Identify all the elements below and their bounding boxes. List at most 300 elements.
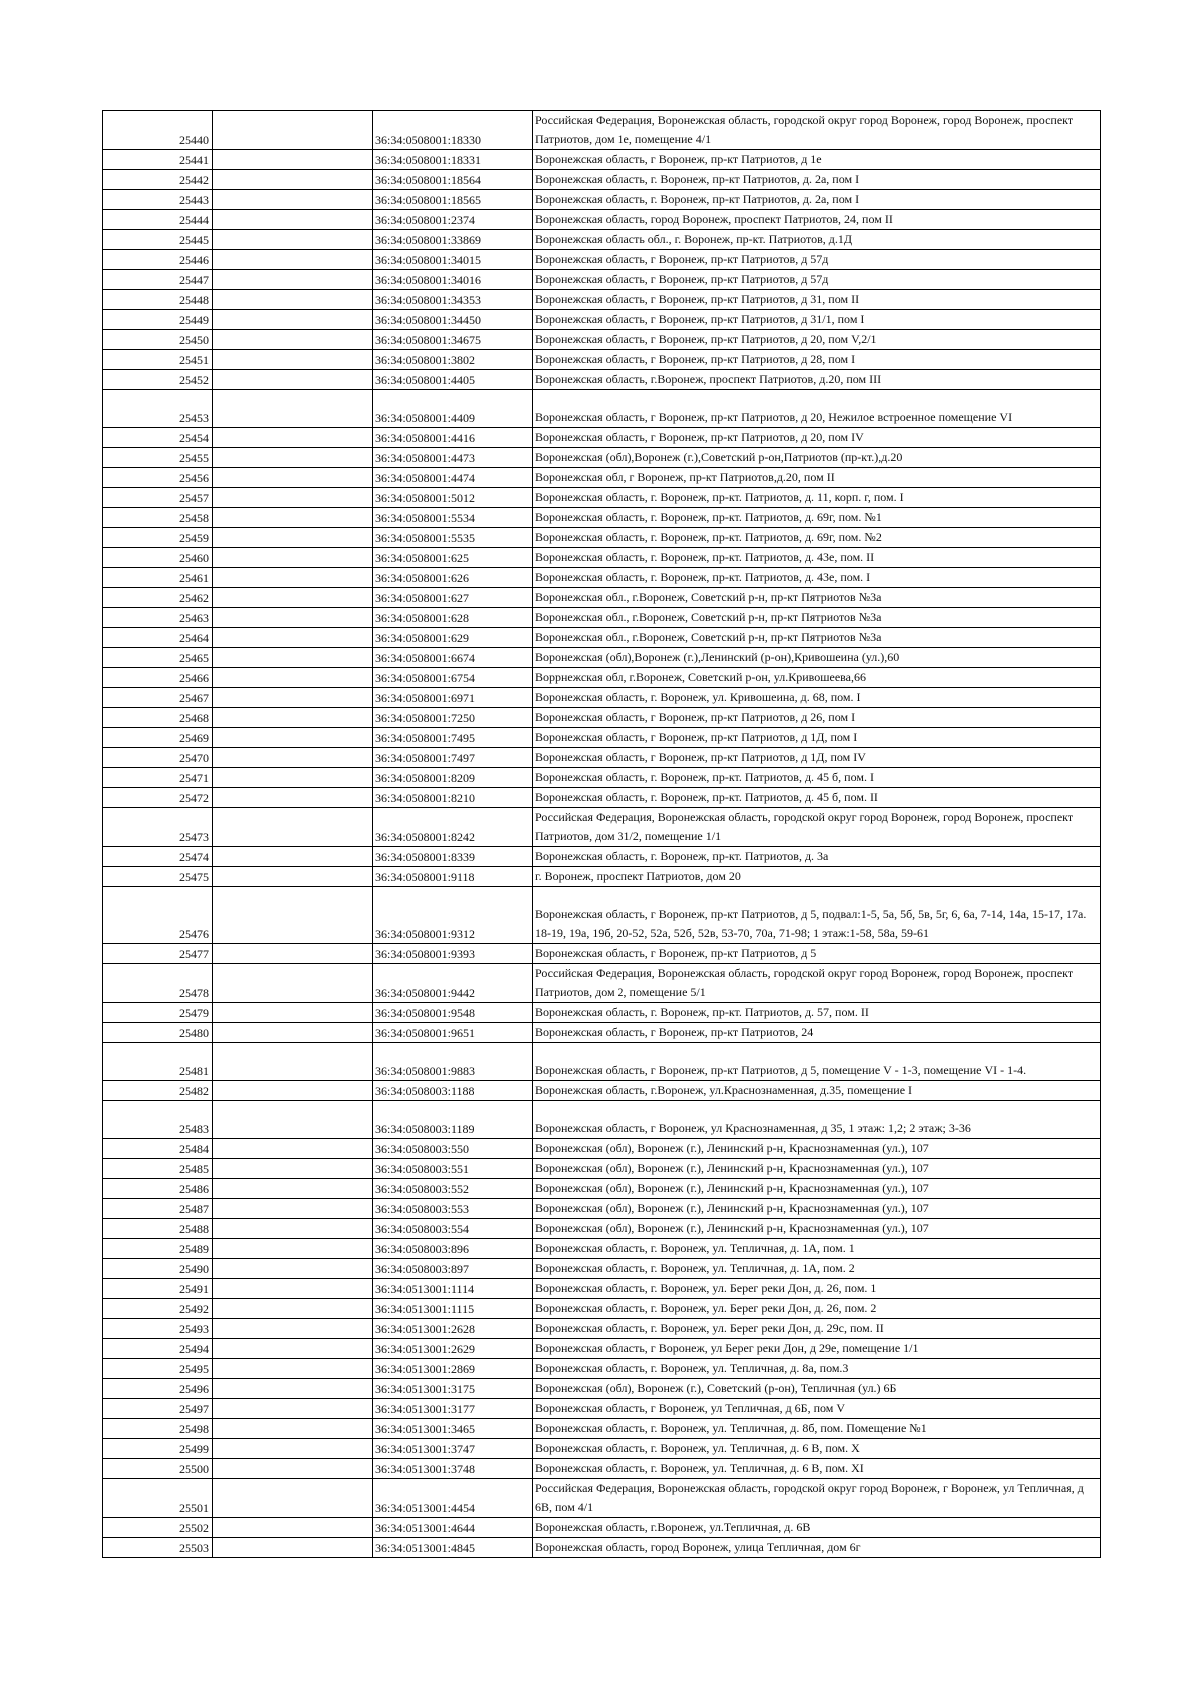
empty-cell [213,1379,373,1399]
address: Воронежская область, г Воронеж, пр-кт Патриотов, д 20, пом V,2/1 [533,330,1101,350]
table-row [103,728,1101,748]
table-row [103,111,1101,150]
cadastral-number: 36:34:0508001:7250 [373,708,533,728]
table-row [103,708,1101,728]
row-number: 25502 [103,1518,213,1538]
empty-cell [213,748,373,768]
empty-cell [213,1239,373,1259]
cadastral-number: 36:34:0508003:551 [373,1159,533,1179]
row-number: 25495 [103,1359,213,1379]
table-row [103,808,1101,847]
address: Воронежская область, г. Воронеж, пр-кт. Патриотов, д. 11, корп. г, пом. I [533,488,1101,508]
row-number: 25483 [103,1101,213,1139]
address: Воронежская область, г. Воронеж, пр-кт. Патриотов, д. 45 б, пом. II [533,788,1101,808]
address: Воронежская область, г Воронеж, пр-кт Патриотов, д 5, помещение V - 1-3, помещение VI - 1-4. [533,1043,1101,1081]
row-number: 25489 [103,1239,213,1259]
table-row [103,1459,1101,1479]
address: г. Воронеж, проспект Патриотов, дом 20 [533,867,1101,887]
empty-cell [213,768,373,788]
row-number: 25471 [103,768,213,788]
address: Воронежская область, г. Воронеж, пр-кт. Патриотов, д. 3а [533,847,1101,867]
address: Воронежская область, г. Воронеж, ул. Тепличная, д. 6 В, пом. X [533,1439,1101,1459]
cadastral-number: 36:34:0508001:628 [373,608,533,628]
empty-cell [213,1299,373,1319]
empty-cell [213,1359,373,1379]
table-row [103,847,1101,867]
address: Воронежская область, г.Воронеж, ул.Тепличная, д. 6В [533,1518,1101,1538]
table-row [103,648,1101,668]
cadastral-number: 36:34:0508001:4409 [373,390,533,428]
empty-cell [213,887,373,944]
row-number: 25443 [103,190,213,210]
cadastral-number: 36:34:0508003:897 [373,1259,533,1279]
empty-cell [213,1179,373,1199]
table-row [103,1439,1101,1459]
row-number: 25441 [103,150,213,170]
empty-cell [213,1043,373,1081]
row-number: 25465 [103,648,213,668]
table-row [103,528,1101,548]
cadastral-number: 36:34:0508003:550 [373,1139,533,1159]
address: Воронежская область, г. Воронеж, ул. Берег реки Дон, д. 26, пом. 1 [533,1279,1101,1299]
table-row [103,1159,1101,1179]
row-number: 25478 [103,964,213,1003]
row-number: 25501 [103,1479,213,1518]
empty-cell [213,944,373,964]
row-number: 25480 [103,1023,213,1043]
row-number: 25500 [103,1459,213,1479]
table-row [103,1319,1101,1339]
address: Воронежская область, город Воронеж, проспект Патриотов, 24, пом II [533,210,1101,230]
row-number: 25482 [103,1081,213,1101]
row-number: 25444 [103,210,213,230]
empty-cell [213,1159,373,1179]
row-number: 25457 [103,488,213,508]
cadastral-number: 36:34:0513001:2629 [373,1339,533,1359]
address: Воронежская область, г. Воронеж, ул. Тепличная, д. 8а, пом.3 [533,1359,1101,1379]
cadastral-number: 36:34:0508001:4474 [373,468,533,488]
table-row [103,1003,1101,1023]
empty-cell [213,1279,373,1299]
empty-cell [213,1003,373,1023]
address: Воронежская область, г Воронеж, пр-кт Патриотов, д 28, пом I [533,350,1101,370]
table-row [103,1239,1101,1259]
cadastral-number: 36:34:0513001:3748 [373,1459,533,1479]
row-number: 25503 [103,1538,213,1558]
address: Воронежская (обл), Воронеж (г.), Ленинский р-н, Краснознаменная (ул.), 107 [533,1179,1101,1199]
empty-cell [213,350,373,370]
address: Воронежская область, г. Воронеж, пр-кт Патриотов, д. 2а, пом I [533,190,1101,210]
cadastral-number: 36:34:0508001:18331 [373,150,533,170]
table-row [103,468,1101,488]
cadastral-number: 36:34:0508001:5535 [373,528,533,548]
row-number: 25462 [103,588,213,608]
table-row [103,290,1101,310]
address: Воронежская область, г. Воронеж, ул. Кривошеина, д. 68, пом. I [533,688,1101,708]
row-number: 25464 [103,628,213,648]
table-row [103,1299,1101,1319]
empty-cell [213,370,373,390]
address: Воронежская область, г. Воронеж, ул. Берег реки Дон, д. 29с, пом. II [533,1319,1101,1339]
empty-cell [213,330,373,350]
cadastral-number: 36:34:0508001:4473 [373,448,533,468]
cadastral-number: 36:34:0508003:896 [373,1239,533,1259]
row-number: 25496 [103,1379,213,1399]
empty-cell [213,1538,373,1558]
address: Воронежская обл., г.Воронеж, Советский р-н, пр-кт Пятриотов №3а [533,628,1101,648]
empty-cell [213,1518,373,1538]
cadastral-number: 36:34:0513001:3465 [373,1419,533,1439]
address: Воронежская область, г Воронеж, пр-кт Патриотов, д 20, пом IV [533,428,1101,448]
address: Воронежская область, г Воронеж, пр-кт Патриотов, д 31/1, пом I [533,310,1101,330]
address: Воронежская область, г Воронеж, пр-кт Патриотов, д 1Д, пом I [533,728,1101,748]
empty-cell [213,1199,373,1219]
empty-cell [213,230,373,250]
address: Воронежская область обл., г. Воронеж, пр-кт. Патриотов, д.1Д [533,230,1101,250]
table-row [103,768,1101,788]
row-number: 25455 [103,448,213,468]
cadastral-number: 36:34:0508003:554 [373,1219,533,1239]
cadastral-number: 36:34:0508001:3802 [373,350,533,370]
empty-cell [213,468,373,488]
table-row [103,310,1101,330]
table-row [103,788,1101,808]
empty-cell [213,488,373,508]
cadastral-number: 36:34:0513001:2869 [373,1359,533,1379]
table-row [103,1081,1101,1101]
address: Воррнежская обл, г.Воронеж, Советский р-он, ул.Кривошеева,66 [533,668,1101,688]
empty-cell [213,111,373,150]
empty-cell [213,290,373,310]
row-number: 25454 [103,428,213,448]
empty-cell [213,250,373,270]
empty-cell [213,310,373,330]
table-row [103,1199,1101,1219]
row-number: 25450 [103,330,213,350]
table-row [103,210,1101,230]
row-number: 25491 [103,1279,213,1299]
cadastral-number: 36:34:0508001:7497 [373,748,533,768]
empty-cell [213,1023,373,1043]
row-number: 25466 [103,668,213,688]
table-row [103,250,1101,270]
empty-cell [213,668,373,688]
cadastral-number: 36:34:0508001:4416 [373,428,533,448]
empty-cell [213,1139,373,1159]
table-row [103,1359,1101,1379]
empty-cell [213,588,373,608]
table-row [103,748,1101,768]
address: Воронежская область, г.Воронеж, ул.Краснознаменная, д.35, помещение I [533,1081,1101,1101]
empty-cell [213,1459,373,1479]
table-row [103,488,1101,508]
row-number: 25467 [103,688,213,708]
empty-cell [213,847,373,867]
row-number: 25440 [103,111,213,150]
table-row [103,1339,1101,1359]
table-row [103,688,1101,708]
empty-cell [213,628,373,648]
row-number: 25497 [103,1399,213,1419]
empty-cell [213,528,373,548]
empty-cell [213,1101,373,1139]
row-number: 25451 [103,350,213,370]
empty-cell [213,608,373,628]
empty-cell [213,1399,373,1419]
empty-cell [213,448,373,468]
address: Воронежская область, г. Воронеж, ул. Тепличная, д. 1А, пом. 2 [533,1259,1101,1279]
address: Российская Федерация, Воронежская область, городской округ город Воронеж, г Воронеж, ул Тепличная, д 6В, пом 4/1 [533,1479,1101,1518]
row-number: 25448 [103,290,213,310]
cadastral-number: 36:34:0508003:1188 [373,1081,533,1101]
row-number: 25459 [103,528,213,548]
row-number: 25458 [103,508,213,528]
empty-cell [213,390,373,428]
address: Воронежская область, г Воронеж, ул Берег реки Дон, д 29е, помещение 1/1 [533,1339,1101,1359]
address: Воронежская область, г. Воронеж, пр-кт. Патриотов, д. 69г, пом. №1 [533,508,1101,528]
table-row [103,350,1101,370]
address: Воронежская область, г Воронеж, пр-кт Патриотов, д 20, Нежилое встроенное помещение VI [533,390,1101,428]
row-number: 25442 [103,170,213,190]
table-row [103,1139,1101,1159]
cadastral-number: 36:34:0513001:4644 [373,1518,533,1538]
cadastral-number: 36:34:0508001:9312 [373,887,533,944]
row-number: 25463 [103,608,213,628]
table-row [103,1399,1101,1419]
table-row [103,1023,1101,1043]
cadastral-number: 36:34:0508001:18330 [373,111,533,150]
empty-cell [213,1339,373,1359]
table-row [103,628,1101,648]
address: Воронежская область, город Воронеж, улица Тепличная, дом 6г [533,1538,1101,1558]
row-number: 25490 [103,1259,213,1279]
cadastral-number: 36:34:0508001:7495 [373,728,533,748]
table-row [103,270,1101,290]
table-row [103,1043,1101,1081]
empty-cell [213,728,373,748]
table-row [103,1379,1101,1399]
address: Воронежская область, г Воронеж, пр-кт Патриотов, д 5, подвал:1-5, 5а, 5б, 5в, 5г, 6, 6а, 7-14, 14а, 15-17, 17а. 18-19, 19а, 19б, 20-52, 52а, 52б, 52в, 53-70, 70а, 71-98; 1 этаж:1-58, 58а, 59-61 [533,887,1101,944]
address: Воронежская (обл), Воронеж (г.), Ленинский р-н, Краснознаменная (ул.), 107 [533,1199,1101,1219]
empty-cell [213,190,373,210]
table-row [103,1219,1101,1239]
table-row [103,568,1101,588]
empty-cell [213,428,373,448]
row-number: 25481 [103,1043,213,1081]
cadastral-number: 36:34:0508001:6674 [373,648,533,668]
cadastral-number: 36:34:0508003:1189 [373,1101,533,1139]
registry-table [102,110,1101,1558]
cadastral-number: 36:34:0513001:3175 [373,1379,533,1399]
cadastral-number: 36:34:0508001:6754 [373,668,533,688]
empty-cell [213,210,373,230]
cadastral-number: 36:34:0508003:552 [373,1179,533,1199]
cadastral-number: 36:34:0508001:626 [373,568,533,588]
cadastral-number: 36:34:0508001:629 [373,628,533,648]
empty-cell [213,548,373,568]
table-row [103,448,1101,468]
empty-cell [213,688,373,708]
row-number: 25447 [103,270,213,290]
cadastral-number: 36:34:0508001:8210 [373,788,533,808]
cadastral-number: 36:34:0508001:8339 [373,847,533,867]
table-row [103,608,1101,628]
row-number: 25485 [103,1159,213,1179]
cadastral-number: 36:34:0508001:34016 [373,270,533,290]
cadastral-number: 36:34:0508001:4405 [373,370,533,390]
table-row [103,1538,1101,1558]
table-row [103,230,1101,250]
table-row [103,1101,1101,1139]
table-row [103,330,1101,350]
row-number: 25484 [103,1139,213,1159]
address: Воронежская область, г. Воронеж, пр-кт. Патриотов, д. 45 б, пом. I [533,768,1101,788]
address: Воронежская область, г Воронеж, пр-кт Патриотов, д 5 [533,944,1101,964]
row-number: 25499 [103,1439,213,1459]
table-row [103,668,1101,688]
cadastral-number: 36:34:0513001:3747 [373,1439,533,1459]
table-row [103,150,1101,170]
row-number: 25477 [103,944,213,964]
address: Воронежская обл., г.Воронеж, Советский р-н, пр-кт Пятриотов №3а [533,608,1101,628]
cadastral-number: 36:34:0508001:5012 [373,488,533,508]
cadastral-number: 36:34:0508001:33869 [373,230,533,250]
row-number: 25461 [103,568,213,588]
address: Воронежская (обл), Воронеж (г.), Ленинский р-н, Краснознаменная (ул.), 107 [533,1159,1101,1179]
empty-cell [213,1419,373,1439]
row-number: 25488 [103,1219,213,1239]
empty-cell [213,964,373,1003]
table-row [103,508,1101,528]
address: Российская Федерация, Воронежская область, городской округ город Воронеж, город Воронеж, проспект Патриотов, дом 1е, помещение 4/1 [533,111,1101,150]
address: Воронежская область, г. Воронеж, ул. Тепличная, д. 1А, пом. 1 [533,1239,1101,1259]
table-row [103,867,1101,887]
cadastral-number: 36:34:0513001:1114 [373,1279,533,1299]
address: Воронежская область, г. Воронеж, ул. Берег реки Дон, д. 26, пом. 2 [533,1299,1101,1319]
address: Воронежская область, г Воронеж, пр-кт Патриотов, 24 [533,1023,1101,1043]
row-number: 25452 [103,370,213,390]
empty-cell [213,1479,373,1518]
empty-cell [213,1219,373,1239]
row-number: 25474 [103,847,213,867]
row-number: 25470 [103,748,213,768]
table-row [103,1518,1101,1538]
empty-cell [213,1259,373,1279]
address: Воронежская обл., г.Воронеж, Советский р-н, пр-кт Пятриотов №3а [533,588,1101,608]
cadastral-number: 36:34:0508001:6971 [373,688,533,708]
cadastral-number: 36:34:0508001:2374 [373,210,533,230]
registry-table-body [103,111,1101,1558]
address: Воронежская область, г. Воронеж, пр-кт. Патриотов, д. 69г, пом. №2 [533,528,1101,548]
row-number: 25456 [103,468,213,488]
empty-cell [213,1081,373,1101]
empty-cell [213,568,373,588]
address: Воронежская область, г Воронеж, пр-кт Патриотов, д 57д [533,270,1101,290]
row-number: 25460 [103,548,213,568]
table-row [103,1279,1101,1299]
address: Воронежская область, г Воронеж, ул Тепличная, д 6Б, пом V [533,1399,1101,1419]
cadastral-number: 36:34:0513001:3177 [373,1399,533,1419]
address: Воронежская (обл),Воронеж (г.),Советский р-он,Патриотов (пр-кт.),д.20 [533,448,1101,468]
address: Воронежская область, г. Воронеж, пр-кт. Патриотов, д. 57, пом. II [533,1003,1101,1023]
row-number: 25445 [103,230,213,250]
address: Воронежская область, г Воронеж, пр-кт Патриотов, д 57д [533,250,1101,270]
address: Воронежская (обл), Воронеж (г.), Ленинский р-н, Краснознаменная (ул.), 107 [533,1219,1101,1239]
address: Воронежская область, г. Воронеж, пр-кт. Патриотов, д. 43е, пом. II [533,548,1101,568]
address: Воронежская (обл),Воронеж (г.),Ленинский (р-он),Кривошеина (ул.),60 [533,648,1101,668]
cadastral-number: 36:34:0513001:2628 [373,1319,533,1339]
address: Воронежская область, г. Воронеж, ул. Тепличная, д. 8б, пом. Помещение №1 [533,1419,1101,1439]
cadastral-number: 36:34:0508001:8242 [373,808,533,847]
cadastral-number: 36:34:0508001:34015 [373,250,533,270]
cadastral-number: 36:34:0508001:34675 [373,330,533,350]
cadastral-number: 36:34:0513001:1115 [373,1299,533,1319]
address: Воронежская область, г. Воронеж, ул. Тепличная, д. 6 В, пом. XI [533,1459,1101,1479]
row-number: 25498 [103,1419,213,1439]
row-number: 25487 [103,1199,213,1219]
cadastral-number: 36:34:0508003:553 [373,1199,533,1219]
row-number: 25472 [103,788,213,808]
cadastral-number: 36:34:0508001:9393 [373,944,533,964]
address: Воронежская область, г.Воронеж, проспект Патриотов, д.20, пом III [533,370,1101,390]
row-number: 25493 [103,1319,213,1339]
address: Российская Федерация, Воронежская область, городской округ город Воронеж, город Воронеж, проспект Патриотов, дом 2, помещение 5/1 [533,964,1101,1003]
table-row [103,370,1101,390]
table-row [103,944,1101,964]
address: Воронежская (обл), Воронеж (г.), Ленинский р-н, Краснознаменная (ул.), 107 [533,1139,1101,1159]
empty-cell [213,508,373,528]
row-number: 25475 [103,867,213,887]
cadastral-number: 36:34:0513001:4845 [373,1538,533,1558]
row-number: 25494 [103,1339,213,1359]
row-number: 25486 [103,1179,213,1199]
row-number: 25473 [103,808,213,847]
address: Воронежская область, г Воронеж, пр-кт Патриотов, д 31, пом II [533,290,1101,310]
row-number: 25449 [103,310,213,330]
cadastral-number: 36:34:0508001:9883 [373,1043,533,1081]
cadastral-number: 36:34:0508001:9651 [373,1023,533,1043]
table-row [103,1419,1101,1439]
address: Воронежская область, г. Воронеж, пр-кт. Патриотов, д. 43е, пом. I [533,568,1101,588]
empty-cell [213,270,373,290]
cadastral-number: 36:34:0508001:9442 [373,964,533,1003]
empty-cell [213,788,373,808]
address: Воронежская область, г Воронеж, ул Краснознаменная, д 35, 1 этаж: 1,2; 2 этаж; 3-36 [533,1101,1101,1139]
row-number: 25453 [103,390,213,428]
cadastral-number: 36:34:0508001:18564 [373,170,533,190]
table-row [103,964,1101,1003]
table-row [103,1479,1101,1518]
table-row [103,428,1101,448]
table-row [103,190,1101,210]
address: Воронежская область, г Воронеж, пр-кт Патриотов, д 1Д, пом IV [533,748,1101,768]
table-row [103,170,1101,190]
table-row [103,887,1101,944]
table-row [103,1179,1101,1199]
address: Воронежская (обл), Воронеж (г.), Советский (р-он), Тепличная (ул.) 6Б [533,1379,1101,1399]
empty-cell [213,648,373,668]
cadastral-number: 36:34:0508001:34353 [373,290,533,310]
address: Российская Федерация, Воронежская область, городской округ город Воронеж, город Воронеж, проспект Патриотов, дом 31/2, помещение 1/1 [533,808,1101,847]
table-row [103,1259,1101,1279]
row-number: 25469 [103,728,213,748]
address: Воронежская обл, г Воронеж, пр-кт Патриотов,д.20, пом II [533,468,1101,488]
row-number: 25446 [103,250,213,270]
empty-cell [213,1439,373,1459]
empty-cell [213,1319,373,1339]
row-number: 25476 [103,887,213,944]
cadastral-number: 36:34:0513001:4454 [373,1479,533,1518]
